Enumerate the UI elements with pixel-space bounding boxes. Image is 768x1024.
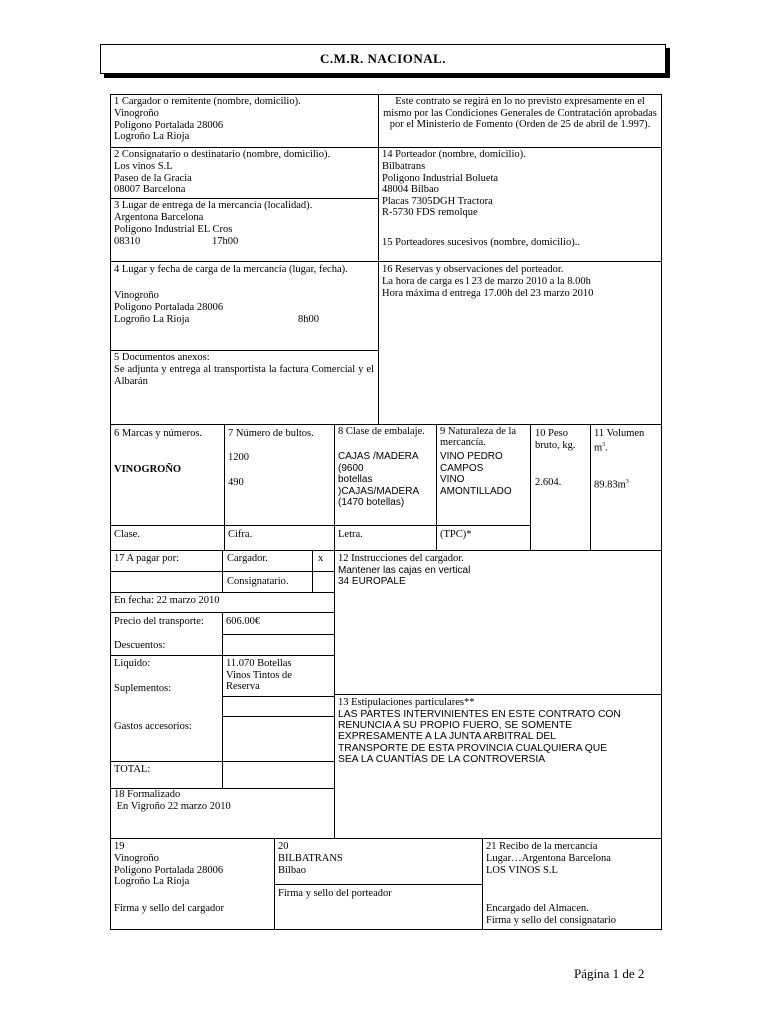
- box18-text: En Vigroño 22 marzo 2010: [114, 801, 231, 812]
- box21-signature: Encargado del Almacen. Firma y sello del consignatario: [486, 903, 617, 926]
- divider: [110, 571, 334, 572]
- box1-address: Vinogroño Poligono Portalada 28006 Logroño La Rioja: [114, 108, 224, 143]
- divider: [110, 761, 334, 762]
- liquido-label: Liquido:: [114, 658, 151, 669]
- box2-address: Los vinos S.L Paseo de la Gracia 08007 Barcelona: [114, 161, 192, 196]
- box20-signature: Firma y sello del porteador: [278, 888, 392, 899]
- box3-postcode: 08310: [114, 236, 141, 247]
- divider: [224, 424, 225, 550]
- box19-address: Vinogroño Poligono Portalada 28006 Logroño La Rioja: [114, 853, 224, 888]
- box13-heading: 13 Estipulaciones particulares**: [338, 697, 475, 708]
- col9-value: VINO PEDRO CAMPOS VINO AMONTILLADO: [440, 451, 512, 497]
- divider: [110, 525, 530, 526]
- document-title: C.M.R. NACIONAL.: [319, 51, 447, 66]
- col6-heading: 6 Marcas y números.: [114, 428, 203, 439]
- divider: [110, 147, 378, 148]
- divider: [530, 424, 531, 550]
- box4-heading: 4 Lugar y fecha de carga de la mercancía (lugar, fecha).: [114, 264, 348, 275]
- divider: [110, 350, 378, 351]
- box15-heading: 15 Porteadores sucesivos (nombre, domicilio)..: [382, 237, 581, 248]
- box14-details: Bilbatrans Poligono Industrial Bolueta 48004 Bilbao Placas 7305DGH Tractora R-5730 FDS remolque: [382, 161, 499, 219]
- box19-signature: Firma y sello del cargador: [114, 903, 225, 914]
- box4-city: Logroño La Rioja: [114, 314, 190, 325]
- col8-heading: 8 Clase de embalaje.: [338, 426, 425, 437]
- col11-heading-text: 11 Volumen m: [594, 428, 645, 454]
- box5-heading: 5 Documentos anexos:: [114, 352, 210, 363]
- payer-cargador-mark[interactable]: x: [318, 553, 324, 564]
- box16-notes: La hora de carga es l 23 de marzo 2010 a la 8.00h Hora máxima d entrega 17.00h del 23 marzo 2010: [382, 276, 594, 299]
- fecha: En fecha: 22 marzo 2010: [114, 595, 220, 606]
- divider: [110, 655, 334, 656]
- divider: [222, 696, 334, 697]
- col8-value: CAJAS /MADERA (9600 botellas )CAJAS/MADERA (1470 botellas): [338, 451, 420, 509]
- box3-heading: 3 Lugar de entrega de la mercancía (localidad).: [114, 200, 313, 211]
- col7-value-2: 490: [228, 477, 244, 488]
- col7-value-1: 1200: [228, 452, 249, 463]
- col6-footer: Clase.: [114, 529, 140, 540]
- box14-heading: 14 Porteador (nombre, domicilio).: [382, 149, 526, 160]
- gastos-label: Gastos accesorios:: [114, 721, 192, 732]
- divider: [590, 424, 591, 550]
- divider: [110, 198, 378, 199]
- divider: [274, 884, 482, 885]
- col7-footer: Cifra.: [228, 529, 253, 540]
- divider: [482, 838, 483, 930]
- box21-heading: 21 Recibo de la mercancía: [486, 841, 598, 852]
- descuentos-label: Descuentos:: [114, 640, 166, 651]
- box18-heading: 18 Formalizado: [114, 789, 181, 800]
- divider: [334, 424, 335, 550]
- divider: [110, 838, 662, 839]
- total-label: TOTAL:: [114, 764, 151, 775]
- col11-heading-sup: 3: [602, 441, 606, 448]
- col7-heading: 7 Número de bultos.: [228, 428, 314, 439]
- precio-label: Precio del transporte:: [114, 616, 204, 627]
- divider: [378, 94, 379, 424]
- col11-value-text: 89.83m: [594, 479, 626, 491]
- payer-cargador: Cargador.: [227, 553, 268, 564]
- box5-text: Se adjunta y entrega al transportista la factura Comercial y el Albarán: [114, 364, 374, 387]
- box12-heading: 12 Instrucciones del cargador.: [338, 553, 464, 564]
- box20-heading: 20: [278, 841, 289, 852]
- col9-footer: (TPC)*: [440, 529, 472, 540]
- liquido-value: 11.070 Botellas Vinos Tintos de Reserva: [226, 658, 292, 693]
- col9-heading: 9 Naturaleza de la mercancía.: [440, 426, 517, 448]
- title-box: [100, 44, 666, 74]
- contract-note: Este contrato se regirá en lo no previsto expresamente en el mismo por las Condiciones Generales de Contratación aprobadas por el Ministerio de Fomento (Orden de 25 de abril de 1.997).: [383, 96, 657, 131]
- box12-instructions: Mantener las cajas en vertical 34 EUROPALE: [338, 565, 471, 587]
- divider: [110, 261, 662, 262]
- col6-value: VINOGROÑO: [114, 464, 182, 475]
- divider: [110, 592, 334, 593]
- col11-value: [594, 477, 629, 491]
- divider: [436, 424, 437, 550]
- box4-address: Vinogroño Poligono Portalada 28006: [114, 290, 224, 313]
- box16-heading: 16 Reservas y observaciones del porteador.: [382, 264, 564, 275]
- divider: [378, 147, 662, 148]
- box2-heading: 2 Consignatario o destinatario (nombre, domicilio).: [114, 149, 331, 160]
- precio-value: 606.00€: [226, 616, 261, 627]
- col10-value: 2.604.: [535, 477, 562, 488]
- box20-address: BILBATRANS Bilbao: [278, 853, 343, 876]
- divider: [222, 634, 334, 635]
- payer-consignatario: Consignatario.: [227, 576, 289, 587]
- page-number: Página 1 de 2: [574, 966, 645, 981]
- divider: [110, 550, 662, 551]
- box21-details: Lugar…Argentona Barcelona LOS VINOS S.L: [486, 853, 611, 876]
- divider: [334, 694, 662, 695]
- box4-time: 8h00: [298, 314, 319, 325]
- box3-address: Argentona Barcelona Poligono Industrial EL Cros: [114, 212, 233, 235]
- box3-time: 17h00: [212, 236, 239, 247]
- divider: [222, 716, 334, 717]
- box13-text: LAS PARTES INTERVINIENTES EN ESTE CONTRATO CON RENUNCIA A SU PROPIO FUERO, SE SOMENTE EXPRESAMENTE A LA JUNTA ARBITRAL DEL TRANSPORTE DE ESTA PROVINCIA CUALQUIERA QUE SEA LA CUANTÍAS DE LA CONTROVERSIA: [338, 709, 621, 765]
- col11-heading-tail: .: [605, 442, 608, 454]
- col10-heading: 10 Peso bruto, kg.: [535, 428, 576, 451]
- suplementos-label: Suplementos:: [114, 683, 172, 694]
- col11-heading: [594, 428, 660, 454]
- box17-heading: 17 A pagar por:: [114, 553, 180, 564]
- box19-heading: 19: [114, 841, 125, 852]
- box1-heading: 1 Cargador o remitente (nombre, domicilio).: [114, 96, 301, 107]
- col8-footer: Letra.: [338, 529, 363, 540]
- col11-value-sup: 3: [625, 479, 629, 485]
- divider: [110, 424, 662, 425]
